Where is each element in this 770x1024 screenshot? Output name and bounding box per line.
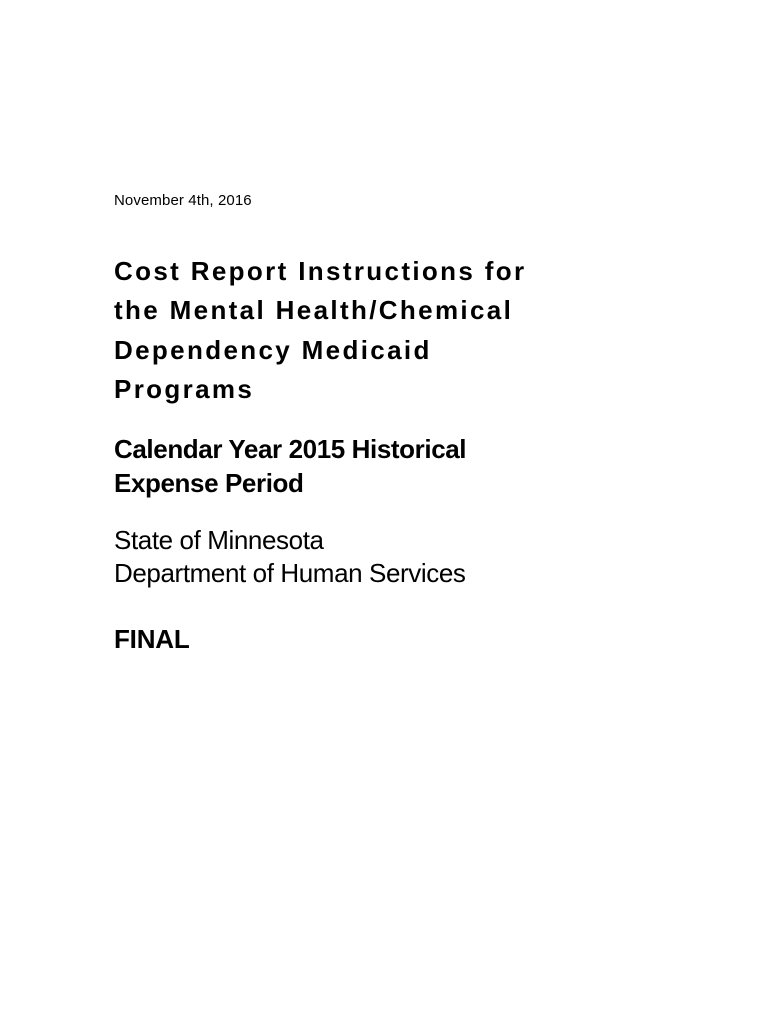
agency-line: Department of Human Services	[114, 558, 466, 588]
agency-line: State of Minnesota	[114, 525, 324, 555]
title-line: Programs	[114, 373, 255, 404]
subtitle-line: Expense Period	[114, 468, 304, 498]
title-line: Dependency Medicaid	[114, 334, 432, 365]
subtitle-line: Calendar Year 2015 Historical	[114, 434, 467, 464]
title-line: Cost Report Instructions for	[114, 256, 527, 286]
document-date: November 4th, 2016	[114, 192, 252, 209]
agency-block	[114, 524, 674, 590]
document-title	[114, 252, 674, 409]
title-line: the Mental Health/Chemical	[114, 295, 514, 326]
document-subtitle	[114, 432, 674, 500]
document-status: FINAL	[114, 624, 190, 654]
